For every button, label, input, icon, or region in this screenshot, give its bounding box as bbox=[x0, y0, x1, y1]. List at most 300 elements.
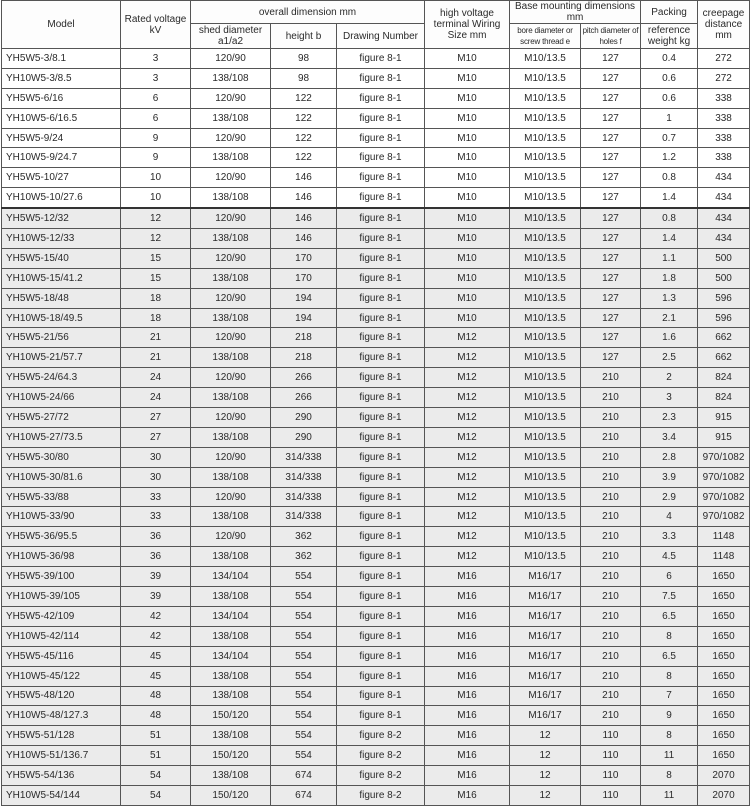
shed-diameter-cell: 138/108 bbox=[191, 726, 271, 746]
creepage-cell: 915 bbox=[698, 427, 750, 447]
model-cell: YH10W5-54/144 bbox=[2, 785, 121, 805]
bore-diameter-cell: M10/13.5 bbox=[510, 208, 581, 228]
reference-weight-cell: 8 bbox=[641, 666, 698, 686]
table-row bbox=[2, 646, 750, 666]
overall-dimension-header: overall dimension mm bbox=[191, 1, 425, 24]
height-cell: 218 bbox=[271, 328, 337, 348]
height-cell: 554 bbox=[271, 746, 337, 766]
bolt-cell: M16 bbox=[425, 646, 510, 666]
bore-diameter-cell: M10/13.5 bbox=[510, 427, 581, 447]
base-mounting-header: Base mounting dimensions mm bbox=[510, 1, 641, 24]
shed-diameter-cell: 138/108 bbox=[191, 268, 271, 288]
drawing-number-cell: figure 8-1 bbox=[337, 288, 425, 308]
model-cell: YH10W5-42/114 bbox=[2, 626, 121, 646]
table-row bbox=[2, 686, 750, 706]
drawing-number-cell: figure 8-1 bbox=[337, 88, 425, 108]
creepage-cell: 434 bbox=[698, 229, 750, 249]
creepage-cell: 970/1082 bbox=[698, 467, 750, 487]
bolt-cell: M16 bbox=[425, 666, 510, 686]
bolt-cell: M10 bbox=[425, 148, 510, 168]
rated-voltage-cell: 54 bbox=[121, 766, 191, 786]
rated-voltage-cell: 9 bbox=[121, 128, 191, 148]
model-cell: YH5W5-39/100 bbox=[2, 567, 121, 587]
rated-voltage-cell: 21 bbox=[121, 328, 191, 348]
drawing-number-cell: figure 8-1 bbox=[337, 408, 425, 428]
model-cell: YH5W5-27/72 bbox=[2, 408, 121, 428]
pitch-diameter-cell: 127 bbox=[581, 208, 641, 228]
shed-diameter-cell: 138/108 bbox=[191, 587, 271, 607]
height-cell: 98 bbox=[271, 49, 337, 69]
bolt-cell: M10 bbox=[425, 49, 510, 69]
pitch-diameter-cell: 127 bbox=[581, 148, 641, 168]
drawing-number-cell: figure 8-1 bbox=[337, 148, 425, 168]
creepage-cell: 970/1082 bbox=[698, 507, 750, 527]
model-cell: YH5W5-30/80 bbox=[2, 447, 121, 467]
table-row bbox=[2, 746, 750, 766]
shed-diameter-cell: 120/90 bbox=[191, 487, 271, 507]
reference-weight-cell: 0.6 bbox=[641, 68, 698, 88]
bore-diameter-cell: M16/17 bbox=[510, 587, 581, 607]
shed-diameter-cell: 120/90 bbox=[191, 328, 271, 348]
height-cell: 146 bbox=[271, 208, 337, 228]
table-row bbox=[2, 188, 750, 208]
shed-diameter-cell: 120/90 bbox=[191, 447, 271, 467]
rated-voltage-cell: 3 bbox=[121, 68, 191, 88]
reference-weight-cell: 6.5 bbox=[641, 606, 698, 626]
bolt-cell: M10 bbox=[425, 288, 510, 308]
pitch-diameter-cell: 110 bbox=[581, 766, 641, 786]
drawing-number-cell: figure 8-1 bbox=[337, 168, 425, 188]
table-row bbox=[2, 108, 750, 128]
rated-voltage-cell: 15 bbox=[121, 268, 191, 288]
rated-voltage-cell: 24 bbox=[121, 388, 191, 408]
drawing-number-cell: figure 8-1 bbox=[337, 427, 425, 447]
pitch-diameter-cell: 127 bbox=[581, 328, 641, 348]
table-header bbox=[2, 1, 750, 49]
height-cell: 362 bbox=[271, 527, 337, 547]
model-cell: YH5W5-18/48 bbox=[2, 288, 121, 308]
table-row bbox=[2, 248, 750, 268]
reference-weight-cell: 8 bbox=[641, 766, 698, 786]
bore-diameter-cell: M16/17 bbox=[510, 626, 581, 646]
creepage-cell: 1148 bbox=[698, 527, 750, 547]
rated-voltage-cell: 33 bbox=[121, 487, 191, 507]
pitch-diameter-cell: 110 bbox=[581, 785, 641, 805]
height-cell: 554 bbox=[271, 567, 337, 587]
bolt-cell: M10 bbox=[425, 248, 510, 268]
pitch-diameter-cell: 127 bbox=[581, 88, 641, 108]
drawing-number-cell: figure 8-1 bbox=[337, 68, 425, 88]
reference-weight-cell: 9 bbox=[641, 706, 698, 726]
model-cell: YH10W5-10/27.6 bbox=[2, 188, 121, 208]
model-cell: YH10W5-6/16.5 bbox=[2, 108, 121, 128]
rated-voltage-cell: 12 bbox=[121, 229, 191, 249]
shed-diameter-cell: 138/108 bbox=[191, 467, 271, 487]
shed-diameter-cell: 150/120 bbox=[191, 785, 271, 805]
pitch-diameter-cell: 210 bbox=[581, 427, 641, 447]
table-row bbox=[2, 408, 750, 428]
bolt-cell: M10 bbox=[425, 188, 510, 208]
creepage-cell: 1650 bbox=[698, 567, 750, 587]
model-cell: YH10W5-39/105 bbox=[2, 587, 121, 607]
shed-diameter-cell: 120/90 bbox=[191, 88, 271, 108]
bore-diameter-cell: M10/13.5 bbox=[510, 168, 581, 188]
bolt-cell: M10 bbox=[425, 268, 510, 288]
bolt-cell: M16 bbox=[425, 766, 510, 786]
shed-diameter-cell: 120/90 bbox=[191, 408, 271, 428]
shed-diameter-cell: 138/108 bbox=[191, 626, 271, 646]
reference-weight-cell: 0.7 bbox=[641, 128, 698, 148]
creepage-cell: 338 bbox=[698, 148, 750, 168]
model-cell: YH10W5-51/136.7 bbox=[2, 746, 121, 766]
creepage-cell: 824 bbox=[698, 368, 750, 388]
creepage-cell: 434 bbox=[698, 208, 750, 228]
table-row bbox=[2, 308, 750, 328]
height-cell: 554 bbox=[271, 646, 337, 666]
bore-diameter-cell: M16/17 bbox=[510, 606, 581, 626]
table-row bbox=[2, 785, 750, 805]
creepage-cell: 1650 bbox=[698, 706, 750, 726]
rated-voltage-cell: 36 bbox=[121, 547, 191, 567]
reference-weight-cell: 3.3 bbox=[641, 527, 698, 547]
pitch-diameter-cell: 210 bbox=[581, 368, 641, 388]
bore-diameter-cell: M10/13.5 bbox=[510, 268, 581, 288]
bolt-cell: M12 bbox=[425, 527, 510, 547]
bore-diameter-cell: M10/13.5 bbox=[510, 229, 581, 249]
creepage-header: creepage distance mm bbox=[698, 1, 750, 49]
height-cell: 266 bbox=[271, 368, 337, 388]
drawing-number-cell: figure 8-1 bbox=[337, 606, 425, 626]
shed-diameter-cell: 138/108 bbox=[191, 547, 271, 567]
model-cell: YH10W5-18/49.5 bbox=[2, 308, 121, 328]
rated-voltage-header: Rated voltage kV bbox=[121, 1, 191, 49]
shed-diameter-cell: 138/108 bbox=[191, 148, 271, 168]
pitch-diameter-cell: 127 bbox=[581, 229, 641, 249]
creepage-cell: 1650 bbox=[698, 587, 750, 607]
bore-diameter-cell: M10/13.5 bbox=[510, 148, 581, 168]
pitch-diameter-cell: 110 bbox=[581, 726, 641, 746]
pitch-diameter-cell: 127 bbox=[581, 128, 641, 148]
height-cell: 122 bbox=[271, 148, 337, 168]
reference-weight-cell: 0.4 bbox=[641, 49, 698, 69]
shed-diameter-cell: 120/90 bbox=[191, 368, 271, 388]
drawing-number-cell: figure 8-1 bbox=[337, 348, 425, 368]
rated-voltage-cell: 6 bbox=[121, 108, 191, 128]
bore-diameter-cell: M10/13.5 bbox=[510, 348, 581, 368]
hv-terminal-header: high voltage terminal Wiring Size mm bbox=[425, 1, 510, 49]
bolt-cell: M16 bbox=[425, 686, 510, 706]
model-cell: YH5W5-51/128 bbox=[2, 726, 121, 746]
model-cell: YH5W5-45/116 bbox=[2, 646, 121, 666]
bolt-cell: M12 bbox=[425, 348, 510, 368]
bolt-cell: M12 bbox=[425, 388, 510, 408]
reference-weight-cell: 2.3 bbox=[641, 408, 698, 428]
model-cell: YH5W5-9/24 bbox=[2, 128, 121, 148]
reference-weight-cell: 7.5 bbox=[641, 587, 698, 607]
bore-diameter-header: bore diameter or screw thread e bbox=[510, 24, 581, 49]
shed-diameter-cell: 134/104 bbox=[191, 606, 271, 626]
drawing-number-cell: figure 8-1 bbox=[337, 626, 425, 646]
table-row bbox=[2, 606, 750, 626]
model-cell: YH10W5-36/98 bbox=[2, 547, 121, 567]
height-cell: 314/338 bbox=[271, 467, 337, 487]
bore-diameter-cell: 12 bbox=[510, 785, 581, 805]
model-cell: YH10W5-15/41.2 bbox=[2, 268, 121, 288]
pitch-diameter-cell: 127 bbox=[581, 308, 641, 328]
shed-diameter-cell: 120/90 bbox=[191, 128, 271, 148]
bore-diameter-cell: M16/17 bbox=[510, 686, 581, 706]
model-cell: YH5W5-12/32 bbox=[2, 208, 121, 228]
bolt-cell: M16 bbox=[425, 726, 510, 746]
reference-weight-header: reference weight kg bbox=[641, 24, 698, 49]
table-body bbox=[2, 49, 750, 806]
pitch-diameter-cell: 210 bbox=[581, 646, 641, 666]
table-row bbox=[2, 666, 750, 686]
height-cell: 194 bbox=[271, 288, 337, 308]
creepage-cell: 1650 bbox=[698, 726, 750, 746]
bore-diameter-cell: M16/17 bbox=[510, 666, 581, 686]
drawing-number-cell: figure 8-1 bbox=[337, 229, 425, 249]
model-cell: YH5W5-6/16 bbox=[2, 88, 121, 108]
rated-voltage-cell: 21 bbox=[121, 348, 191, 368]
rated-voltage-cell: 24 bbox=[121, 368, 191, 388]
shed-diameter-cell: 138/108 bbox=[191, 348, 271, 368]
shed-diameter-cell: 138/108 bbox=[191, 108, 271, 128]
shed-diameter-cell: 134/104 bbox=[191, 646, 271, 666]
pitch-diameter-cell: 210 bbox=[581, 487, 641, 507]
reference-weight-cell: 2.9 bbox=[641, 487, 698, 507]
height-cell: 554 bbox=[271, 706, 337, 726]
reference-weight-cell: 11 bbox=[641, 746, 698, 766]
reference-weight-cell: 8 bbox=[641, 726, 698, 746]
creepage-cell: 338 bbox=[698, 88, 750, 108]
bore-diameter-cell: M16/17 bbox=[510, 646, 581, 666]
height-cell: 146 bbox=[271, 188, 337, 208]
bolt-cell: M16 bbox=[425, 626, 510, 646]
height-cell: 194 bbox=[271, 308, 337, 328]
bore-diameter-cell: M10/13.5 bbox=[510, 408, 581, 428]
bolt-cell: M16 bbox=[425, 706, 510, 726]
shed-diameter-cell: 120/90 bbox=[191, 288, 271, 308]
shed-diameter-cell: 134/104 bbox=[191, 567, 271, 587]
reference-weight-cell: 1 bbox=[641, 108, 698, 128]
shed-diameter-cell: 138/108 bbox=[191, 388, 271, 408]
pitch-diameter-cell: 110 bbox=[581, 746, 641, 766]
reference-weight-cell: 1.2 bbox=[641, 148, 698, 168]
height-cell: 314/338 bbox=[271, 447, 337, 467]
pitch-diameter-cell: 210 bbox=[581, 467, 641, 487]
creepage-cell: 662 bbox=[698, 328, 750, 348]
table-row bbox=[2, 388, 750, 408]
bolt-cell: M16 bbox=[425, 587, 510, 607]
shed-diameter-cell: 138/108 bbox=[191, 427, 271, 447]
bolt-cell: M10 bbox=[425, 108, 510, 128]
reference-weight-cell: 1.4 bbox=[641, 188, 698, 208]
bolt-cell: M10 bbox=[425, 88, 510, 108]
pitch-diameter-cell: 127 bbox=[581, 68, 641, 88]
pitch-diameter-cell: 210 bbox=[581, 507, 641, 527]
height-cell: 554 bbox=[271, 626, 337, 646]
creepage-cell: 272 bbox=[698, 68, 750, 88]
reference-weight-cell: 1.8 bbox=[641, 268, 698, 288]
rated-voltage-cell: 39 bbox=[121, 567, 191, 587]
drawing-number-cell: figure 8-1 bbox=[337, 108, 425, 128]
pitch-diameter-cell: 127 bbox=[581, 188, 641, 208]
pitch-diameter-cell: 210 bbox=[581, 686, 641, 706]
model-header: Model bbox=[2, 1, 121, 49]
table-row bbox=[2, 229, 750, 249]
reference-weight-cell: 6 bbox=[641, 567, 698, 587]
table-row bbox=[2, 208, 750, 228]
creepage-cell: 596 bbox=[698, 308, 750, 328]
drawing-number-cell: figure 8-2 bbox=[337, 726, 425, 746]
drawing-number-header: Drawing Number bbox=[337, 24, 425, 49]
reference-weight-cell: 3 bbox=[641, 388, 698, 408]
pitch-diameter-header: pitch diameter of holes f bbox=[581, 24, 641, 49]
bore-diameter-cell: M10/13.5 bbox=[510, 368, 581, 388]
reference-weight-cell: 8 bbox=[641, 626, 698, 646]
shed-diameter-cell: 120/90 bbox=[191, 527, 271, 547]
shed-diameter-cell: 120/90 bbox=[191, 248, 271, 268]
height-cell: 146 bbox=[271, 168, 337, 188]
drawing-number-cell: figure 8-2 bbox=[337, 746, 425, 766]
drawing-number-cell: figure 8-1 bbox=[337, 308, 425, 328]
creepage-cell: 434 bbox=[698, 188, 750, 208]
shed-diameter-cell: 120/90 bbox=[191, 168, 271, 188]
reference-weight-cell: 2.1 bbox=[641, 308, 698, 328]
model-cell: YH10W5-30/81.6 bbox=[2, 467, 121, 487]
pitch-diameter-cell: 210 bbox=[581, 447, 641, 467]
table-row bbox=[2, 288, 750, 308]
shed-diameter-cell: 138/108 bbox=[191, 507, 271, 527]
shed-diameter-cell: 138/108 bbox=[191, 188, 271, 208]
creepage-cell: 272 bbox=[698, 49, 750, 69]
pitch-diameter-cell: 127 bbox=[581, 49, 641, 69]
model-cell: YH5W5-3/8.1 bbox=[2, 49, 121, 69]
creepage-cell: 824 bbox=[698, 388, 750, 408]
drawing-number-cell: figure 8-1 bbox=[337, 467, 425, 487]
drawing-number-cell: figure 8-1 bbox=[337, 706, 425, 726]
drawing-number-cell: figure 8-1 bbox=[337, 188, 425, 208]
height-cell: 146 bbox=[271, 229, 337, 249]
reference-weight-cell: 1.1 bbox=[641, 248, 698, 268]
height-cell: 122 bbox=[271, 128, 337, 148]
rated-voltage-cell: 27 bbox=[121, 427, 191, 447]
model-cell: YH5W5-21/56 bbox=[2, 328, 121, 348]
bore-diameter-cell: M10/13.5 bbox=[510, 507, 581, 527]
model-cell: YH10W5-9/24.7 bbox=[2, 148, 121, 168]
height-cell: 290 bbox=[271, 427, 337, 447]
table-row bbox=[2, 49, 750, 69]
table-row bbox=[2, 726, 750, 746]
reference-weight-cell: 7 bbox=[641, 686, 698, 706]
bore-diameter-cell: M10/13.5 bbox=[510, 527, 581, 547]
pitch-diameter-cell: 127 bbox=[581, 268, 641, 288]
table-row bbox=[2, 766, 750, 786]
bolt-cell: M12 bbox=[425, 408, 510, 428]
bore-diameter-cell: M10/13.5 bbox=[510, 188, 581, 208]
reference-weight-cell: 6.5 bbox=[641, 646, 698, 666]
height-cell: 266 bbox=[271, 388, 337, 408]
bore-diameter-cell: M10/13.5 bbox=[510, 547, 581, 567]
height-cell: 554 bbox=[271, 666, 337, 686]
table-row bbox=[2, 128, 750, 148]
bore-diameter-cell: M10/13.5 bbox=[510, 328, 581, 348]
rated-voltage-cell: 3 bbox=[121, 49, 191, 69]
shed-diameter-cell: 138/108 bbox=[191, 308, 271, 328]
pitch-diameter-cell: 210 bbox=[581, 567, 641, 587]
drawing-number-cell: figure 8-1 bbox=[337, 567, 425, 587]
bore-diameter-cell: 12 bbox=[510, 746, 581, 766]
rated-voltage-cell: 10 bbox=[121, 168, 191, 188]
pitch-diameter-cell: 210 bbox=[581, 666, 641, 686]
model-cell: YH10W5-24/66 bbox=[2, 388, 121, 408]
rated-voltage-cell: 48 bbox=[121, 686, 191, 706]
model-cell: YH5W5-24/64.3 bbox=[2, 368, 121, 388]
reference-weight-cell: 0.8 bbox=[641, 168, 698, 188]
bolt-cell: M12 bbox=[425, 507, 510, 527]
model-cell: YH10W5-21/57.7 bbox=[2, 348, 121, 368]
pitch-diameter-cell: 127 bbox=[581, 348, 641, 368]
rated-voltage-cell: 27 bbox=[121, 408, 191, 428]
pitch-diameter-cell: 210 bbox=[581, 388, 641, 408]
drawing-number-cell: figure 8-1 bbox=[337, 547, 425, 567]
height-cell: 290 bbox=[271, 408, 337, 428]
reference-weight-cell: 3.4 bbox=[641, 427, 698, 447]
reference-weight-cell: 0.6 bbox=[641, 88, 698, 108]
table-row bbox=[2, 487, 750, 507]
rated-voltage-cell: 39 bbox=[121, 587, 191, 607]
height-cell: 122 bbox=[271, 88, 337, 108]
height-cell: 170 bbox=[271, 268, 337, 288]
model-cell: YH10W5-33/90 bbox=[2, 507, 121, 527]
table-row bbox=[2, 368, 750, 388]
table-row bbox=[2, 268, 750, 288]
rated-voltage-cell: 54 bbox=[121, 785, 191, 805]
bore-diameter-cell: M10/13.5 bbox=[510, 128, 581, 148]
drawing-number-cell: figure 8-2 bbox=[337, 785, 425, 805]
drawing-number-cell: figure 8-1 bbox=[337, 248, 425, 268]
drawing-number-cell: figure 8-1 bbox=[337, 587, 425, 607]
creepage-cell: 596 bbox=[698, 288, 750, 308]
reference-weight-cell: 2 bbox=[641, 368, 698, 388]
drawing-number-cell: figure 8-1 bbox=[337, 646, 425, 666]
model-cell: YH10W5-12/33 bbox=[2, 229, 121, 249]
rated-voltage-cell: 9 bbox=[121, 148, 191, 168]
shed-diameter-cell: 120/90 bbox=[191, 49, 271, 69]
shed-diameter-cell: 138/108 bbox=[191, 229, 271, 249]
height-cell: 314/338 bbox=[271, 507, 337, 527]
rated-voltage-cell: 51 bbox=[121, 726, 191, 746]
shed-diameter-cell: 150/120 bbox=[191, 706, 271, 726]
rated-voltage-cell: 18 bbox=[121, 288, 191, 308]
bore-diameter-cell: M16/17 bbox=[510, 567, 581, 587]
rated-voltage-cell: 18 bbox=[121, 308, 191, 328]
bolt-cell: M16 bbox=[425, 746, 510, 766]
creepage-cell: 1650 bbox=[698, 646, 750, 666]
bore-diameter-cell: M10/13.5 bbox=[510, 487, 581, 507]
model-cell: YH5W5-54/136 bbox=[2, 766, 121, 786]
rated-voltage-cell: 42 bbox=[121, 626, 191, 646]
creepage-cell: 1650 bbox=[698, 746, 750, 766]
rated-voltage-cell: 45 bbox=[121, 666, 191, 686]
reference-weight-cell: 11 bbox=[641, 785, 698, 805]
table-row bbox=[2, 706, 750, 726]
arrester-spec-table bbox=[1, 0, 750, 806]
height-cell: 98 bbox=[271, 68, 337, 88]
table-row bbox=[2, 587, 750, 607]
rated-voltage-cell: 10 bbox=[121, 188, 191, 208]
